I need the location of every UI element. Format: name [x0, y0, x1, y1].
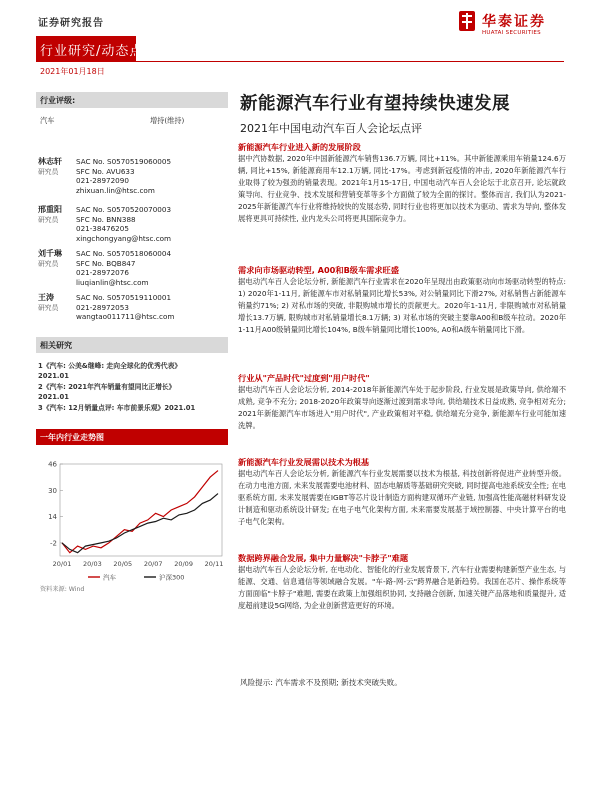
report-type-label: 证券研究报告 — [38, 18, 104, 29]
related-heading-bar — [36, 337, 228, 353]
x-tick-label: 20/11 — [204, 560, 224, 568]
logo-en-text: HUATAI SECURITIES — [482, 30, 541, 36]
y-tick-label: -2 — [50, 539, 57, 548]
section-heading: 数据跨界融合发展, 集中力量解决"卡脖子"难题 — [238, 553, 409, 563]
huatai-logo — [458, 8, 568, 42]
analyst-sac: SAC No. S0570519060005 — [76, 157, 172, 166]
section-body: 据电动汽车百人会论坛分析, 新能源汽车行业发展需要以技术为根基, 科技创新将促进产业转型升级。在动力电池方面, 未来发展需要电池材料、固态电解质等基础研究突破, 同时提高电池系统安全性; 在电驱系统方面, 未来发展需要在IGBT等芯片设计制造方面构建双循环产业链, 加强高性能高磁材料研发设计制造和驱动系统设计研发; 在电子电气化架构方面, 未来需要发展基于域控制器、中央计算平台的电子电气化架构。 — [238, 469, 566, 526]
related-heading: 相关研究 — [40, 341, 72, 350]
trend-chart-svg — [36, 458, 228, 584]
section-body: 据中汽协数据, 2020年中国新能源汽车销售136.7万辆, 同比+11%。其中新能源乘用车销量124.6万辆, 同比+15%, 新能源商用车12.1万辆, 同比-17%。考虑到新冠疫情的冲击, 2020年新能源汽车行业取得了较为强劲的销量表现。2021年1月15-17日, 中国电动汽车百人会论坛于北京召开, 论坛就政策导向、行业竞争、技术发展和营销变革等多个方面做了较为全面的探讨。整体而言, 我们认为2021-2025年新能源汽车行业将维持较快的发展态势, 同时行业也将更加以技术为驱动、需求为导向, 整体发展将更具可持续性, 业内龙头公司将更具国际竞争力。 — [238, 154, 566, 223]
rating-heading: 行业评级: — [40, 96, 76, 105]
chart-heading-bar — [36, 429, 228, 445]
huatai-logo-icon — [458, 10, 476, 32]
analyst-phone: 021-38476205 — [76, 224, 129, 234]
analyst-email[interactable]: liuqianlin@htsc.com — [76, 277, 149, 287]
analyst-role: 研究员 — [38, 304, 59, 312]
related-item[interactable]: 3《汽车: 12月销量点评: 车市前景乐观》2021.01 — [38, 404, 196, 412]
analyst-email[interactable]: wangtao011711@htsc.com — [76, 312, 175, 322]
section-heading: 行业从"产品时代"过度到"用户时代" — [238, 373, 370, 383]
series-line-auto — [62, 471, 218, 553]
rating-value: 增持(维持) — [150, 116, 185, 125]
section-heading: 新能源汽车行业发展需以技术为根基 — [238, 457, 370, 467]
analyst-email[interactable]: zhixuan.lin@htsc.com — [76, 185, 155, 195]
legend-label: 汽车 — [103, 573, 116, 582]
analyst-sac: SAC No. S0570518060004 — [76, 249, 172, 258]
section-5 — [238, 552, 566, 612]
analyst-phone: 021-28972076 — [76, 268, 129, 278]
band-title: 行业研究/动态点评 — [40, 44, 158, 59]
related-list — [38, 362, 230, 414]
section-1 — [238, 141, 566, 225]
analyst-name: 王涛 — [38, 293, 54, 302]
sub-title: 2021年中国电动汽车百人会论坛点评 — [240, 122, 422, 135]
analyst-name: 林志轩 — [38, 157, 62, 166]
x-tick-label: 20/01 — [52, 560, 72, 568]
industry-trend-chart — [36, 458, 228, 588]
section-heading: 新能源汽车行业进入新的发展阶段 — [238, 142, 361, 152]
analyst-phone: 021-28972053 — [76, 302, 129, 312]
chart-source: 资料来源: Wind — [40, 586, 85, 593]
main-title: 新能源汽车行业有望持续快速发展 — [240, 94, 510, 114]
section-body: 据电动汽车百人会论坛分析, 2014-2018年新能源汽车处于起步阶段, 行业发展是政策导向, 供给端不成熟, 竞争不充分; 2018-2020年政策导向逐渐过渡到需求导向, 供给端技术日益成熟, 竞争相对充分; 2021年新能源汽车市场进入"用户时代", 产业政策相对平稳, 供给端充分竞争, 新能源车行业可能加速洗牌。 — [238, 385, 566, 430]
section-body: 据电动汽车百人会论坛分析, 新能源汽车行业需求在2020年呈现出由政策驱动向市场驱动转型的特点: 1) 2020年1-11月, 新能源车市对私销量同比增长53%, 对公销量同比下滑27%, 对私销售占新能源车销量约71%; 2) 对私市场的突破, 非限购城市增长的贡献更大。2020年1-11月, 非限购城市对私销量增长13.7万辆, 限购城市对私销量增长8.1万辆; 3) 对私市场的突破主要靠A00和B级车拉动。2020年1-11月A00级销量同比增长104%, B级车销量同比增长100%, A0和A级车销量同比下滑。 — [238, 277, 566, 334]
related-item[interactable]: 2《汽车: 2021年汽车销量有望同比正增长》 2021.01 — [38, 383, 176, 401]
risk-note: 风险提示: 汽车需求不及预期; 新技术突破失败。 — [240, 678, 402, 687]
related-item[interactable]: 1《汽车: 公美&继峰: 走向全球化的优秀代表》 2021.01 — [38, 362, 182, 380]
analyst-sfc: SFC No. AVU633 — [76, 166, 135, 176]
section-4 — [238, 456, 566, 528]
analyst-phone: 021-28972090 — [76, 176, 129, 186]
analyst-sac: SAC No. S0570519110001 — [76, 293, 172, 302]
logo-cn-text: 华泰证券 — [482, 14, 546, 30]
analyst-sac: SAC No. S0570520070003 — [76, 205, 172, 214]
section-3 — [238, 372, 566, 432]
analyst-role: 研究员 — [38, 168, 59, 176]
analyst-role: 研究员 — [38, 216, 59, 224]
rating-heading-bar — [36, 92, 228, 108]
section-2 — [238, 264, 566, 336]
analyst-role: 研究员 — [38, 260, 59, 268]
chart-heading: 一年内行业走势图 — [40, 433, 104, 442]
plot-frame — [60, 464, 222, 556]
analyst-sfc: SFC No. BQB847 — [76, 258, 136, 268]
y-tick-label: 14 — [48, 513, 57, 522]
y-tick-label: 30 — [48, 486, 57, 495]
x-tick-label: 20/09 — [174, 560, 193, 568]
x-tick-label: 20/07 — [143, 560, 163, 568]
analyst-email[interactable]: xingchongyang@htsc.com — [76, 233, 172, 243]
x-tick-label: 20/03 — [83, 560, 102, 568]
section-heading: 需求向市场驱动转型, A00和B级车需求旺盛 — [238, 265, 399, 275]
y-tick-label: 46 — [48, 460, 57, 469]
legend-label: 沪深300 — [159, 573, 185, 582]
analyst-sfc: SFC No. BNN388 — [76, 214, 136, 224]
report-date: 2021年01月18日 — [40, 67, 105, 76]
x-tick-label: 20/05 — [113, 560, 133, 568]
section-body: 据电动汽车百人会论坛分析, 在电动化、智能化的行业发展背景下, 汽车行业需要构建新型产业生态, 与能源、交通、信息通信等领域融合发展。"车-路-网-云"跨界融合是新趋势。我国在芯片、操作系统等方面面临"卡脖子"难题, 需要在政策上加强组织协同, 支持融合创新, 加速关键产品落地和质量提升, 适度超前建设5G网络, 为企业创新营造更好的环境。 — [238, 565, 566, 610]
analyst-name: 刘千琳 — [38, 249, 62, 258]
rating-sector: 汽车 — [40, 116, 55, 125]
analyst-name: 邢重阳 — [38, 205, 62, 214]
header-divider — [36, 61, 564, 62]
